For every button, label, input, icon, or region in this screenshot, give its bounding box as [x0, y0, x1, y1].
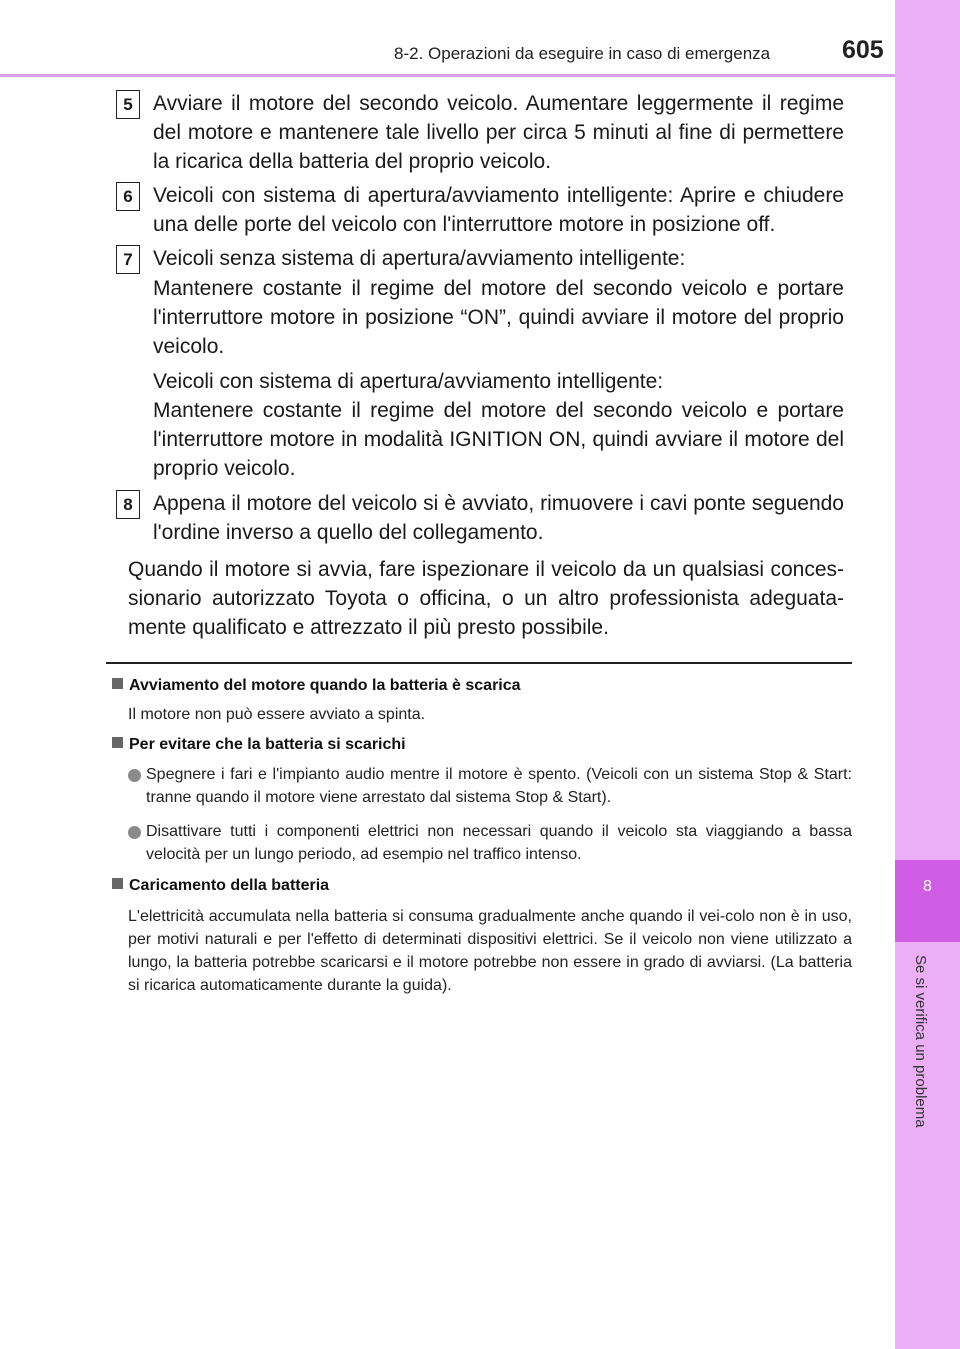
note-heading-3: [112, 877, 329, 895]
square-bullet-icon: [112, 737, 123, 748]
step-number-6: 6: [116, 182, 140, 211]
note-heading-text: Caricamento della batteria: [129, 877, 330, 894]
chapter-number: 8: [923, 878, 932, 895]
step-number-5: 5: [116, 90, 140, 119]
note-heading-2: [112, 736, 406, 754]
step-text-7b: Mantenere costante il regime del motore del secondo veicolo e portare l'interruttore motore in modalità IGNITION ON, quindi avviare il motore del proprio veicolo.: [153, 399, 844, 480]
step-text-8: Appena il motore del veicolo si è avviato, rimuovere i cavi ponte seguendo l'ordine inverso a quello del collegamento.: [153, 492, 844, 544]
chapter-side-tab: [895, 0, 960, 1349]
step-number-8: 8: [116, 490, 140, 519]
header-divider: [0, 74, 895, 77]
note-heading-text: Avviamento del motore quando la batteria è scarica: [129, 677, 521, 694]
note-bullet: Spegnere i fari e l'impianto audio mentre il motore è spento. (Veicoli con un sistema Stop & Start: tranne quando il motore viene arrestato dal sistema Stop & Start).: [146, 766, 852, 806]
step-text-6: Veicoli con sistema di apertura/avviamento intelligente: Aprire e chiudere una delle porte del veicolo con l'interruttore motore in posizione off.: [153, 184, 844, 236]
page-header: [0, 0, 895, 77]
step-text-7a: Mantenere costante il regime del motore del secondo veicolo e portare l'interruttore motore in posizione “ON”, quindi avviare il motore del proprio veicolo.: [153, 277, 844, 358]
page-number: 605: [842, 36, 884, 64]
note-text-3: L'elettricità accumulata nella batteria si consuma gradualmente anche quando il vei-colo non è in uso, per motivi naturali e per l'effetto di determinati dispositivi elettrici. Se il veicolo non viene utilizzato a lungo, la batteria potrebbe scaricarsi e il motore potrebbe non essere in grado di avviarsi. (La batteria si ricarica automaticamente durante la guida).: [128, 908, 852, 994]
chapter-tab-marker: [895, 860, 960, 942]
square-bullet-icon: [112, 878, 123, 889]
step-7-subtitle-b: Veicoli con sistema di apertura/avviamento intelligente:: [153, 370, 664, 393]
chapter-label: Se si verifica un problema: [912, 955, 929, 1128]
note-text-1: Il motore non può essere avviato a spinta.: [128, 706, 426, 723]
step-7-subtitle-a: Veicoli senza sistema di apertura/avviamento intelligente:: [153, 247, 686, 270]
section-divider: [106, 662, 852, 664]
round-bullet-icon: [128, 826, 141, 839]
section-title: 8-2. Operazioni da eseguire in caso di emergenza: [394, 44, 771, 63]
note-heading-text: Per evitare che la batteria si scarichi: [129, 736, 406, 753]
note-bullet: Disattivare tutti i componenti elettrici non necessari quando il veicolo sta viaggiando a bassa velocità per un lungo periodo, ad esempio nel traffico intenso.: [146, 823, 852, 863]
note-heading-1: [112, 677, 521, 695]
step-number-7: 7: [116, 245, 140, 274]
round-bullet-icon: [128, 769, 141, 782]
step-text-5: Avviare il motore del secondo veicolo. Aumentare leggermente il regime del motore e mantenere tale livello per circa 5 minuti al fine di permettere la ricarica della batteria del proprio veicolo.: [153, 92, 844, 173]
square-bullet-icon: [112, 678, 123, 689]
closing-note: Quando il motore si avvia, fare ispezionare il veicolo da un qualsiasi conces-sionario autorizzato Toyota o officina, o un altro professionista adeguata-mente qualificato e attrezzato il più presto possibile.: [128, 558, 844, 639]
